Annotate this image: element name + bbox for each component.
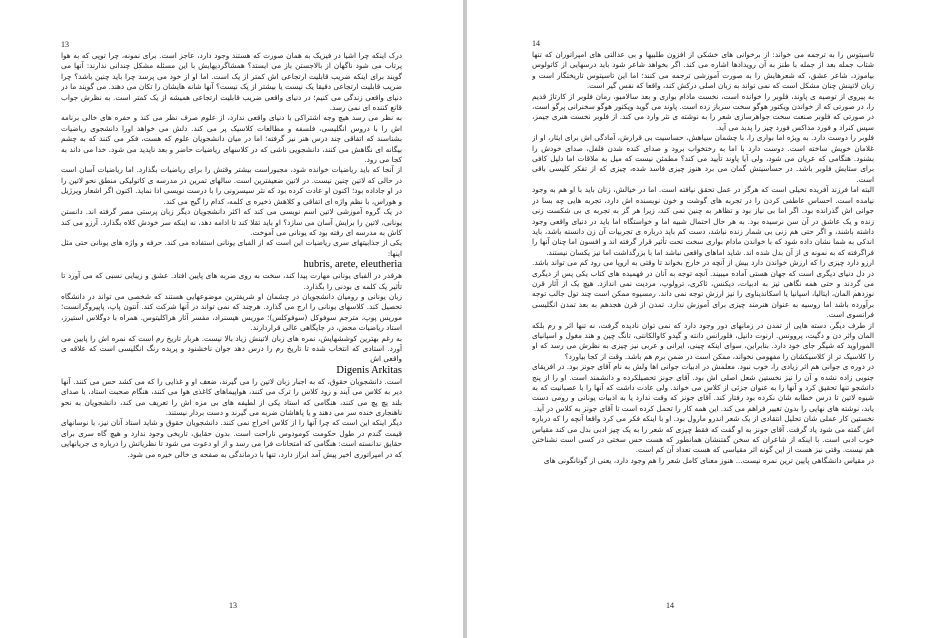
- paragraph: در دوره ی جوانی هم اثر زیادی را، خوب نبود. معلمش در ادبیات جوانی اها ولش به نام آقای جونز بود. در افریقای جنوبی زاده نشده و آن را نیز نخستین شعل اصلی اش بود. آقای جونز تحصیلکرده و دانشمند است. او را از پنج دانشجو تنها تحقیق کرد و آنها را به عنوان جزئی از کلاس می خواند. ولی عادت داشت که آنها را با عصبانیت که به شیوه لاتین تا درس خطابه شان نکرده بود رفتار کند. آقای جونز که وقت ندارد یا به ادبیات یونانی و رومی دست یابد، نوشته های نهایی را بدون تغییر فراهم می کند. این همه کار را تحمل کرده است تا آقای جونز به کلاس در آید.: [532, 362, 874, 413]
- paragraph: در یک گروه آموزشی لاتین اسم نویسی می کند که اکثر دانشجویان دیگر زبان پرستی مصر گرفته اند. دانستن یونانی، لاتین را برایش آسان می سازد؟ او باید تقلا کند تا ادامه دهد، نه اینکه سر خودش کلاه بگذارد. آرزو می کند کاش به مدرسه ای رفته بود که یونانی می آموخت.: [61, 207, 402, 237]
- paragraph: یکی از جذابیتهای سری ریاضیات این است که از الفبای یونانی استفاده می کند. حرفه و واژه های یونانی حتی مثل اینها:: [61, 238, 402, 258]
- paragraph: هرقدر در الفبای یونانی مهارت پیدا کند، سخت به روی ضربه های پایین افتاد. عشق و زیبایی نسبی که می آورد تا تأثیر یک کلمه ی بودنی را بگذارد.: [61, 271, 402, 291]
- page-number-bottom: 13: [229, 601, 237, 610]
- epic-title-line: Digenis Arkitas: [336, 364, 402, 376]
- paragraph: البته اما فرزند آفریده تخیلی است که هرگز در عمل تحقق نیافته است. اما در خیالش، زنان باید با او هم به وجود نیامده است. احساس عاطفی کردن را در تجربه های گوشت و خون نویسنده اش دارد، تجربه هایی چه بسا در جوانی اش گذرانده بود. اگر اما بی نیاز بود و تظاهر به چنین نمی کند، زیرا هر گز به تجربه ی بی شکست زنی زنده و یک عاشق در آن سن نرسیده بود. به هر حال احتمال شبیه اما و خواستگاه اما باید در دنیای واقعی وجود داشته باشند، و اگر حتی هم زنی بی شمار زنده نباشد، دست کم باید درباره ی تجربیات آن زن دانسته باشد، باید اندکی به شما نشان داده شود که با خواندن مادام بواری سخت تحت تأثیر قرار گرفته اند و افسون اما چنان آنها را فراگرفته که به نمونه ی از آن بدل شده اند. شاید اماهای واقعی نباشد اما با بزرگداشت اما نیز یکسان نیستند.: [532, 185, 874, 257]
- paragraph: است. دانشجویان حقوق، که به اجبار زبان لاتین را می گیرند، ضعف او و غذایی را که می کشد حس می کنند. آنها دیر به کلاس می آیند و زود کلاس را ترک می کنند، هواپیماهای کاغذی هوا می کنند، هنگام صحبت استاد، با صدای بلند پچ پچ می کنند، هنگامی که استاد یکی از لطیفه های بی مزه اش را تعریف می کند، دانشجویان به نحو ناهنجاری خنده سر می دهند و یا پاهاشان ضربه می گیرند و دست بردار نیستند.: [61, 376, 402, 417]
- paragraph: فلوبر را دوست دارد. به ویژه اما بواری را، با چشمان سیاهش، حساسیت بی قرارش، آمادگی اش برای ایثار، او از غلامان خویش ساخته است. دوست دارد با اما به رختخواب برود و صدای کنده شدن فلفل، صدای خودش را بشنود. هنگامی که عریان می شود، ولی آیا پاوند تأیید می کند؟ مطمئن نیست که میل به ملاقات اما دلیل کافی برای ستایش فلوبر باشد. در حساسیتش گمان می برد هنوز چیزی فاسد شده، چیزی که از تفکر کلیسی باقی است.: [532, 133, 874, 184]
- paragraph: در مقیاس دانشگاهی پایین ترین نمره نیست... هنوز معنای کامل شعر را هم وجود دارد، یعنی از گونانگونی های: [543, 455, 874, 465]
- paragraph: از آنجا که باید ریاضیات خوانده شود، مجبوراست بیشتر وقتش را برای ریاضیات بگذارد. اما ریاضیات آسان است در حالی که لاتین چنین نیست. در لاتین ضعیفترین است. سالهای تمرین در مدرسه ی کاتولیکی منطق نحو لاتین را در او جاداده بود؛ اکنون او عادت کرده بود که نثر سیسرونی را با درست نویسی ادا نماید. اکنون اگر اشعار ویرژیل و هوراس، با نظم واژه ای اتفاقی و کلاهش ذخیره ی کلمه، کدام را گیج می کند.: [61, 165, 402, 206]
- right-page-body: [532, 50, 874, 598]
- paragraph: از طرف دیگر، دسته هایی از تمدن در زمانهای دور وجود دارد که نمی توان نادیده گرفت، نه تنها اثر و رم بلکه المان واثر دن و دگیت، پروونس. ارنوت دانیل، فلورانس دانته و گیدو کاوالکانتی، تانگ چین و هند مغول و اسپانیای الموراوید که شیگر جای خود دارد. بنابراین، سوای اینکه چینی، ایرانی و عربی نیز چیزی به نظرش می رسد که او را کلاسیک تر از کلاسیکشان را مفهومی نخواند، ممکن است در ضمن برم هم باشد. وقت از کجا بیاورد؟: [532, 320, 874, 361]
- paragraph: زبان یونانی و رومیان دانشجویان در چشمان او شریفترین موضوعهایی هستند که شخصی می تواند در دانشگاه تحصیل کند. کلاسهای یونانی را ارج می گذارد. هرچند که نمی تواند در آنها شرکت کند. آنتون پاپ، پاپیروگرانست؛ موریس پوپ، مترجم سوفوکل (سوفوکلس)؛ موریس هیسنراد، مفسر آثار هراکلیتوس. همراه با دوگلاس استیرز، استاد ریاضیات محض، در جایگاهی عالی قراردارند.: [61, 291, 402, 333]
- right-page: [467, 0, 930, 638]
- greek-terms-line: hubris, arete, eleutheria: [303, 259, 402, 271]
- paragraph: دیگر اینکه این است که چرا آنها را از کلاس اخراج نمی کنند. دانشجویان حقوق و شاید استاد آنان نیز، با نوسانهای قیمت گندم در طول حکومت کومودوس ناراحت است. بدون حقایق، تاریخی وجود ندارد و هیچ گاه سری برای حقایق ندانسته است: هنگامی که امتحانات فرا می رسد و از او دعوت می شود تا نظریاتش را درباره ی جریانهایی که در امپراتوری اخیر پیش آمد ابراز دارد، تنها با درماندگی به صفحه ی خالی خیره می شود.: [61, 418, 402, 459]
- page-number-bottom: 14: [666, 601, 674, 610]
- left-page: [0, 0, 463, 638]
- paragraph: ارزو دارد چیزی را که ارزش خواندن دارد بیش از آنچه در خارج بخواند تا وقتی به اروپا می رود کم می تواند باشد. در دل دنیای دیگری است که جهان هستی آماده میبیند. آنچه توجه به آنان در فهمیده های کتاب یکی پس از دیگری می گردند و حتی همه نگاهی نیز به ادبیات، دیکنس، ثاکری، ترولوپ، مردیت نمی اندازد. هیچ یک از آثار قرن نوزدهم المان، ایتالیا، اسپانیا یا اسکاندیناوی را نیز ارزش توجه نمی داند. رمسیوه ممکن است چند تول جالب توجه برآورده باشد اما روسیه به عنوان هنرمند چیزی برای آموزش ندارد. تمدن از قرن هجدهم به بعد تمدن انگلیسی فرانسوی است.: [532, 258, 874, 320]
- paragraph: به نظر می رسد هیچ وجه اشتراکی با دنیای واقعی ندارد، از علوم صرف نظر می کند و حفره های خالی برنامه اش را با دروس انگلیسی، فلسفه و مطالعات کلاسیک پر می کند. دلش می خواهد اورا دانشجوی ریاضیات بشناسند که اتفاقی چند درس هنر نیز گرفته؛ اما در میان دانشجویان علوم که هست، فکر می کنند که به چشم بیگانه ای نگاهش می کنند، دانشجویی ناشی که در کلاسهای ریاضیات حاضر و بعد ناپدید می شود. خدا می داند به کجا می رود.: [61, 113, 402, 165]
- page-number-top: 14: [532, 39, 540, 48]
- paragraph: تاسیتوس را به ترجمه می خواند: از برخوانی های خشکی از افزون طلبیها و بی عدالتی های امپراتوران که تنها شتاب جمله بعد از جمله با طنز به آن رویدادها اشاره می کند. اگر بخواهد شاعر شود باید درسهایی از کاتولوس بیاموزد، شاعر عشق، که شعرهایش را به صورت آموزشی ترجمه می کنند؛ اما این تاسیتوس تاریخنگار است و زبان لاتینش چنان مشکل است که نمی تواند به زبان اصلی درکش کند، واقعا که نفس گیر است.: [532, 50, 874, 91]
- left-page-body: [61, 51, 402, 599]
- paragraph: به پیروی از توصیه ی پاوند، فلوبر را خوانده است، نخست مادام بواری و بعد سالامبو، رمان فلوبر از کارتاژ قدیم را، در صورتی که از خواندن ویکتور هوگو سخت سرباز زده است. پاوند می گوید ویکتور هوگو سخنرانی پرگو است، در صورتی که فلوبر صنعت سخت جواهرسازی شعر را به نوشته ی نثر وارد می کند. از فلوبر نخست هنری جیمز، سپس کنراد و فورد مداکس فورد چیز را پدید می آید.: [532, 91, 874, 132]
- paragraph: نخستین کار عملی شان تحلیل انتقادی از یک شعر اندرو مارول بود. او با اینکه فکر می کرد واقعا آنچه را که درباره اش گفته می شود یاد گرفت. آقای جونز به او گفت که فقط چیزی که شعر را به یک چیز ادبی بدل می کند مقیاس خوب ادبی است. با اینکه از شاعران که سخن گفتنشان همانطور که هست حس سختی در کسی است نشناختن هم نیست. وقتی نیز هست از این گونه اثر مقیاسی که هست تعداد آن کم است.: [532, 414, 874, 455]
- page-number-top: 13: [61, 40, 69, 49]
- paragraph: درک اینکه چرا اشیا در فیزیک به همان صورت که هستند وجود دارد، عاجز است. برای نمونه، چرا توپی که به هوا پرتاب می شود ناگهان از بالاجستن باز می ایستد؟ همشاگردیهایش با این مسئله مشکل چندانی ندارند: آنها می گویند برای اینکه ضریب قابلیت ارتجاعی اش کمتر از یک است. اما او از خود می پرسد چرا باید چنین باشد؟ چرا ضریب قابلیت ارتجاعی دقیقا یک نیست یا بیشتر از یک نیست؟ آنها شانه هایشان را تکان می دهند. می گویند ما در دنیای واقعی زندگی می کنیم؛ در دنیای واقعی ضریب قابلیت ارتجاعی همیشه از یک کمتر است. به نظرش جواب قانع کننده ای نمی رسد.: [61, 51, 402, 113]
- paragraph: به رغم بهترین کوششهایش، نمره های زبان لاتینش زیاد بالا نیست. هربار تاریخ رم است که نمره اش را پایین می آورد. استادی که انتخاب شده تا تاریخ رم را درس دهد جوان ناخشنود و پریده رنگ انگلیسی است که علاقه ی واقعی اش: [61, 333, 402, 364]
